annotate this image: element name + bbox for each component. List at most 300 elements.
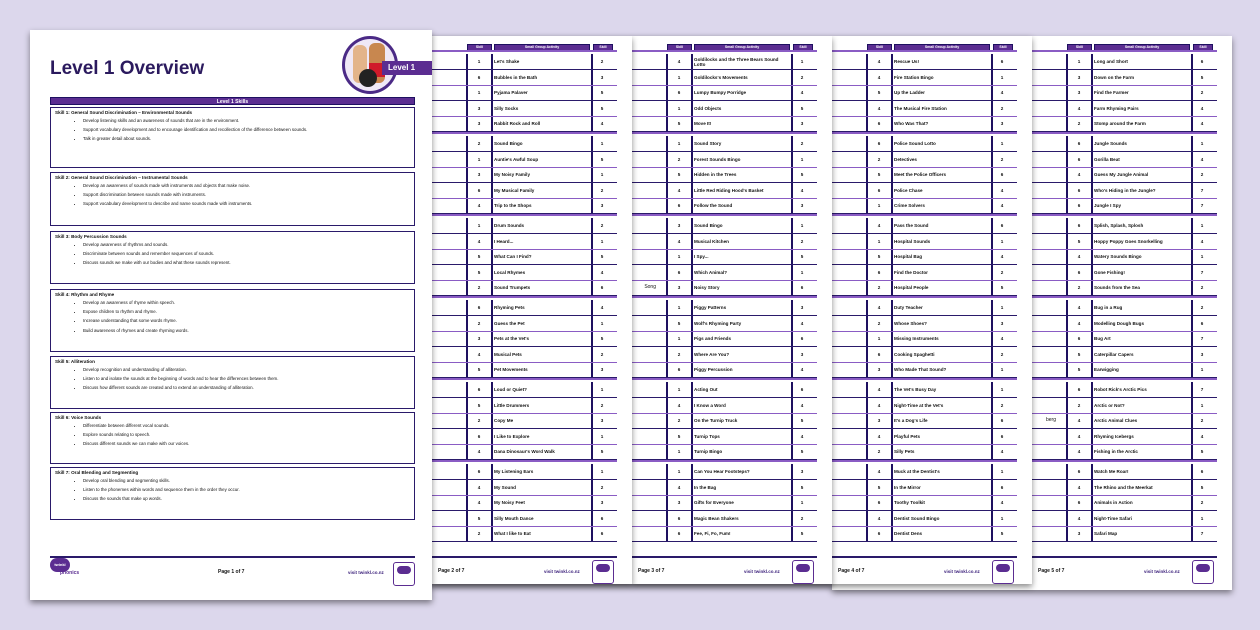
activity-cell: Gifts for Everyone: [694, 500, 734, 505]
skill-cell-2: 2: [1200, 305, 1204, 310]
header-skill: Skill: [1067, 44, 1092, 51]
skill-cell-2: 4: [800, 90, 804, 95]
skill-cell-2: 7: [1200, 387, 1204, 392]
skill-cell-2: 6: [1000, 418, 1004, 423]
skill-cell: 6: [677, 269, 681, 275]
skill-cell-2: 3: [600, 203, 604, 208]
activity-cell: Animals in Action: [1094, 500, 1133, 505]
skill-cell: 6: [877, 121, 881, 126]
skill-bullet: • Support vocabulary development to describe and name sounds made with instruments.: [83, 201, 410, 206]
website-link[interactable]: visit twinkl.co.nz: [544, 569, 580, 574]
skill-cell: 1: [477, 156, 481, 162]
activity-cell: Crime Solvers: [894, 203, 925, 208]
skill-cell-2: 4: [1000, 90, 1004, 95]
activity-cell: Goldilocks and the Three Bears Sound Lotto: [694, 56, 779, 67]
skill-cell-2: 2: [600, 187, 604, 193]
skill-cell: 6: [1077, 203, 1081, 208]
skill-cell-2: 7: [1200, 187, 1204, 193]
skill-cell: 6: [877, 500, 881, 505]
skill-cell: 5: [477, 269, 481, 275]
skill-cell: 6: [1077, 223, 1081, 228]
skill-cell-2: 2: [1000, 269, 1004, 275]
activity-cell: My Sound: [494, 484, 516, 490]
skill-cell-2: 3: [600, 418, 604, 423]
activity-cell: Pass the Sound: [894, 223, 929, 228]
skill-cell-2: 1: [1200, 223, 1204, 228]
skill-cell-2: 5: [600, 105, 604, 111]
skill-cell: 5: [877, 254, 881, 259]
activity-cell: Pet Movements: [494, 367, 528, 372]
skill-bullet: • Develop oral blending and segmenting skills.: [83, 478, 410, 483]
skill-bullet: • Develop recognition and understanding of alliteration.: [83, 367, 410, 372]
skill-cell-2: 3: [800, 121, 804, 126]
activity-cell: Caterpillar Capers: [1094, 351, 1134, 357]
skill-cell-2: 2: [600, 351, 604, 357]
skill-box: [50, 172, 415, 226]
activity-cell: Auntie's Awful Soup: [494, 156, 539, 162]
activity-cell: Local Rhymes: [494, 269, 526, 275]
skill-cell: 6: [677, 367, 681, 372]
activity-cell: My Listening Ears: [494, 469, 534, 474]
skill-cell-2: 5: [1200, 74, 1204, 80]
skill-cell-2: 5: [1000, 285, 1004, 290]
skill-cell: 2: [877, 449, 881, 454]
skill-cell: 2: [877, 320, 881, 326]
skill-cell: 5: [477, 254, 481, 259]
activity-cell: My Noisy Family: [494, 172, 530, 177]
skill-cell: 5: [877, 90, 881, 95]
activity-cell: Let's Shake: [494, 59, 520, 64]
skill-cell: 4: [1077, 305, 1081, 310]
header-small-group-activity: Small Group Activity: [1094, 44, 1190, 51]
skill-cell-2: 1: [1000, 387, 1004, 392]
skill-cell-2: 4: [1200, 121, 1204, 126]
skill-bullet: • Discriminate between sounds and remember sequences of sounds.: [83, 251, 410, 256]
activity-cell: Splish, Splash, Splosh: [1094, 223, 1144, 228]
skill-cell: 4: [1077, 320, 1081, 326]
skill-cell-2: 2: [1200, 285, 1204, 290]
skill-cell-2: 5: [1200, 484, 1204, 490]
skill-cell-2: 5: [800, 254, 804, 259]
skill-cell: 3: [677, 223, 681, 228]
skill-cell-2: 2: [1000, 351, 1004, 357]
website-link[interactable]: visit twinkl.co.nz: [944, 569, 980, 574]
skill-cell: 6: [477, 469, 481, 474]
skill-cell-2: 1: [800, 500, 804, 505]
skill-cell-2: 6: [600, 285, 604, 290]
overview-page: [30, 30, 432, 600]
skill-cell: 4: [877, 59, 881, 64]
skill-bullet: • Explore sounds relating to speech.: [83, 432, 410, 437]
activity-cell: Whose Shoes?: [894, 320, 927, 326]
activity-cell: Earwigging: [1094, 367, 1119, 372]
skill-cell: 2: [477, 531, 481, 536]
activity-cell: Loud or Quiet?: [494, 387, 527, 392]
skill-cell-2: 4: [1200, 156, 1204, 162]
skill-cell-2: 7: [1200, 336, 1204, 341]
activity-cell: In the Mirror: [894, 484, 921, 490]
skill-cell-2: 3: [1200, 351, 1204, 357]
activity-cell: Watery Sounds Bingo: [1094, 254, 1142, 259]
skill-cell: 4: [877, 469, 881, 474]
skill-cell: 4: [677, 238, 681, 244]
activity-cell: Cooking Spaghetti: [894, 351, 935, 357]
activity-cell: Safari Map: [1094, 531, 1118, 536]
skill-cell: 1: [477, 90, 481, 95]
skill-cell: 4: [1077, 433, 1081, 439]
activity-cell: Robot Rick's Arctic Pics: [1094, 387, 1147, 392]
activity-cell: Stomp around the Farm: [1094, 121, 1146, 126]
activity-cell: Down on the Farm: [1094, 74, 1135, 80]
page-number: Page 4 of 7: [838, 568, 865, 574]
page-number: Page 2 of 7: [438, 568, 465, 574]
activity-cell: Fishing in the Arctic: [1094, 449, 1138, 454]
activity-cell: Pets at the Vet's: [494, 336, 530, 341]
skill-bullet: • Build awareness of rhymes and create rhyming words.: [83, 328, 410, 333]
activity-cell: Turnip Bingo: [694, 449, 723, 454]
activity-cell: Bug in a Rug: [1094, 305, 1123, 310]
skill-cell-2: 2: [1200, 172, 1204, 177]
skill-cell: 1: [677, 469, 681, 474]
activity-cell: Modelling Dough Bugs: [1094, 320, 1145, 326]
activity-cell: I Heard...: [494, 238, 514, 244]
skill-cell-2: 1: [1000, 367, 1004, 372]
skill-cell-2: 1: [1000, 515, 1004, 521]
skill-cell-2: 6: [1200, 59, 1204, 64]
skill-cell-2: 3: [600, 500, 604, 505]
website-link[interactable]: visit twinkl.co.nz: [744, 569, 780, 574]
activity-cell: Silly Pets: [894, 449, 915, 454]
skill-cell: 6: [477, 433, 481, 439]
activity-cell: Playful Pets: [894, 433, 921, 439]
skill-cell: 3: [877, 418, 881, 423]
activity-cell: Missing Instruments: [894, 336, 939, 341]
skill-cell: 1: [877, 238, 881, 244]
activity-cell: Piggy Percussion: [694, 367, 733, 372]
skill-cell: 6: [677, 90, 681, 95]
skill-cell-2: 5: [800, 531, 804, 536]
website-link[interactable]: visit twinkl.co.nz: [348, 570, 384, 575]
skill-cell-2: 2: [800, 74, 804, 80]
activity-cell: Goldilocks's Movements: [694, 74, 748, 80]
page-title: Level 1 Overview: [50, 58, 205, 79]
skill-bullet: • Discuss the sounds that make up words.: [83, 496, 410, 501]
skill-cell: 2: [477, 141, 481, 146]
skill-cell-2: 4: [600, 121, 604, 126]
activity-cell: Silly Mouth Dance: [494, 515, 534, 521]
activity-cell: Who Was That?: [894, 121, 929, 126]
skill-cell-2: 6: [1200, 469, 1204, 474]
skill-cell-2: 2: [1200, 500, 1204, 505]
activity-cell: On the Turnip Truck: [694, 418, 738, 423]
activity-cell: Sound Bingo: [694, 223, 723, 228]
activity-cell: Rescue Us!: [894, 59, 920, 64]
skill-cell: 4: [477, 500, 481, 505]
header-small-group-activity: Small Group Activity: [894, 44, 990, 51]
skill-cell: 1: [877, 336, 881, 341]
page-number: Page 3 of 7: [638, 568, 665, 574]
header-skill: Skill: [867, 44, 892, 51]
activity-cell: I Know a Word: [694, 402, 726, 408]
activity-cell: Which Animal?: [694, 269, 728, 275]
skill-cell-2: 3: [1000, 320, 1004, 326]
skill-cell: 4: [1077, 105, 1081, 111]
skill-cell-2: 2: [600, 59, 604, 64]
skill-cell-2: 5: [800, 449, 804, 454]
activity-cell: It's a Dog's Life: [894, 418, 928, 423]
skill-cell: 6: [477, 74, 481, 80]
skill-cell-2: 7: [1200, 203, 1204, 208]
phonics-badge-icon: [792, 560, 814, 584]
skill-cell-2: 7: [1200, 531, 1204, 536]
header-skill-2: Skill: [793, 44, 813, 51]
activity-cell: Muck at the Dentist's: [894, 469, 940, 474]
skill-cell-2: 2: [600, 223, 604, 228]
activity-cell: Move It!: [694, 121, 712, 126]
skill-cell-2: 5: [800, 418, 804, 423]
phonics-badge-icon: [393, 562, 415, 586]
activity-cell: Pyjama Palaver: [494, 90, 528, 95]
activity-cell: Toothy Toolkit: [894, 500, 925, 505]
skill-cell: 6: [677, 203, 681, 208]
activity-cell: Who Made That Sound?: [894, 367, 947, 372]
skill-cell-2: 1: [800, 59, 804, 64]
activity-cell: Meet the Police Officers: [894, 172, 947, 177]
skill-cell: 4: [877, 515, 881, 521]
skill-cell: 5: [1077, 367, 1081, 372]
activity-cell: Watch Me Roar!: [1094, 469, 1129, 474]
skill-cell: 1: [1077, 59, 1081, 64]
activity-cell: I Like to Explore: [494, 433, 530, 439]
skill-cell-2: 2: [1200, 418, 1204, 423]
skill-cell: 4: [1077, 515, 1081, 521]
skill-cell: 2: [677, 351, 681, 357]
activity-cell: Dentist Sound Bingo: [894, 515, 940, 521]
skill-cell: 6: [1077, 387, 1081, 392]
skill-cell: 6: [1077, 336, 1081, 341]
activity-cell: Hospital Bag: [894, 254, 923, 259]
activity-cell: My Musical Family: [494, 187, 535, 193]
skill-cell: 2: [877, 285, 881, 290]
activity-cell: Long and Short: [1094, 59, 1128, 64]
activity-cell: Fee, Fi, Fo, Fum!: [694, 531, 731, 536]
activity-cell: Drum Sounds: [494, 223, 525, 228]
skill-cell-2: 5: [1200, 449, 1204, 454]
skill-cell-2: 1: [1200, 515, 1204, 521]
skill-cell: 6: [877, 531, 881, 536]
skill-cell-2: 3: [600, 367, 604, 372]
website-link[interactable]: visit twinkl.co.nz: [1144, 569, 1180, 574]
skill-bullet: • Support discrimination between sounds made with instruments.: [83, 192, 410, 197]
skill-cell-2: 2: [800, 141, 804, 146]
activity-cell: Find the Doctor: [894, 269, 928, 275]
skill-cell: 4: [1077, 418, 1081, 423]
skill-box: [50, 356, 415, 409]
skill-cell-2: 3: [800, 351, 804, 357]
skill-cell: 4: [1077, 449, 1081, 454]
level-tab: Level 1: [382, 61, 432, 75]
skill-heading: Skill 4: Rhythm and Rhyme: [55, 292, 115, 297]
skill-cell: 4: [877, 387, 881, 392]
skill-cell: 3: [477, 121, 481, 126]
skill-cell-2: 6: [1000, 172, 1004, 177]
skill-cell: 2: [477, 418, 481, 423]
page-number: Page 1 of 7: [218, 569, 245, 575]
skill-cell-2: 6: [600, 531, 604, 536]
skill-cell-2: 1: [1200, 141, 1204, 146]
skill-cell-2: 2: [1000, 105, 1004, 111]
skill-cell-2: 1: [1000, 305, 1004, 310]
activity-cell: Rhyming Pets: [494, 305, 525, 310]
skill-cell-2: 4: [800, 187, 804, 193]
skill-cell: 4: [877, 74, 881, 80]
activity-cell: Wolf's Rhyming Party: [694, 320, 742, 326]
skill-cell: 5: [877, 484, 881, 490]
skill-cell-2: 6: [1000, 59, 1004, 64]
skill-cell: 5: [677, 433, 681, 439]
skill-cell: 5: [477, 402, 481, 408]
activity-cell: Who's Hiding in the Jungle?: [1094, 187, 1156, 193]
skill-cell: 2: [477, 285, 481, 290]
skill-cell: 6: [1077, 156, 1081, 162]
skill-cell: 4: [677, 402, 681, 408]
skill-cell: 6: [877, 351, 881, 357]
skill-cell: 2: [1077, 402, 1081, 408]
page-number: Page 5 of 7: [1038, 568, 1065, 574]
activity-cell: Can You Hear Footsteps?: [694, 469, 750, 474]
skill-bullet: • Differentiate between different vocal sounds.: [83, 423, 410, 428]
activity-cell: Musical Pets: [494, 351, 522, 357]
skill-cell: 6: [877, 141, 881, 146]
skill-cell: 4: [477, 238, 481, 244]
activity-cell: Gorilla Beat: [1094, 156, 1120, 162]
skill-heading: Skill 6: Voice Sounds: [55, 415, 102, 420]
activity-cell: Sound Story: [694, 141, 722, 146]
skill-cell: 6: [477, 387, 481, 392]
activity-cell: I Spy...: [694, 254, 709, 259]
activity-cell: Rhyming Icebergs: [1094, 433, 1134, 439]
skill-cell: 1: [477, 223, 481, 228]
activity-cell: Sound Bingo: [494, 141, 523, 146]
skill-cell-2: 1: [600, 238, 604, 244]
skill-cell-2: 3: [800, 469, 804, 474]
skill-bullet: • Develop listening skills and an awareness of sounds that are in the environment.: [83, 118, 410, 123]
skill-bullet: • Increase understanding that some words rhyme.: [83, 318, 410, 323]
skill-cell: 4: [477, 449, 481, 454]
activity-cell: Gone Fishing!: [1094, 269, 1125, 275]
header-skill-2: Skill: [993, 44, 1013, 51]
skill-cell: 4: [677, 59, 681, 64]
activity-cell: Forest Sounds Bingo: [694, 156, 741, 162]
skill-bullet: • Develop awareness of rhythms and sounds.: [83, 242, 410, 247]
skill-cell-2: 2: [800, 238, 804, 244]
skill-bullet: • Expose children to rhythm and rhyme.: [83, 309, 410, 314]
activity-cell: Arctic or Not?: [1094, 402, 1125, 408]
skill-cell-2: 1: [600, 433, 604, 439]
activity-cell: Odd Objects: [694, 105, 722, 111]
skill-box: [50, 231, 415, 284]
skill-cell-2: 1: [1000, 141, 1004, 146]
skill-cell: 6: [1077, 269, 1081, 275]
skill-cell-2: 5: [800, 105, 804, 111]
skill-cell: 3: [1077, 90, 1081, 95]
skill-cell: 2: [1077, 285, 1081, 290]
skill-cell-2: 6: [1000, 433, 1004, 439]
skill-cell-2: 3: [800, 305, 804, 310]
activity-cell: Lumpy Bumpy Porridge: [694, 90, 747, 95]
skill-cell: 2: [477, 320, 481, 326]
skill-bullet: • Develop an awareness of sounds made with instruments and objects that make noise.: [83, 183, 410, 188]
skill-cell: 1: [677, 74, 681, 80]
skill-cell: 6: [1077, 141, 1081, 146]
activity-cell: Sounds from the Sea: [1094, 285, 1140, 290]
activity-cell: Jungle I Spy: [1094, 203, 1122, 208]
skill-cell-2: 1: [800, 223, 804, 228]
skill-cell: 6: [677, 531, 681, 536]
activity-cell: Arctic Animal Clues: [1094, 418, 1138, 423]
skill-cell: 6: [477, 187, 481, 193]
skill-cell-2: 6: [1000, 223, 1004, 228]
skill-cell-2: 3: [1000, 121, 1004, 126]
activity-cell: Duty Teacher: [894, 305, 923, 310]
activity-cell: Silly Socks: [494, 105, 519, 111]
skill-cell-2: 4: [1000, 336, 1004, 341]
activity-cell: Acting Out: [694, 387, 718, 392]
activity-cell: Little Red Riding Hood's Basket: [694, 187, 764, 193]
skill-box: [50, 107, 415, 168]
skill-bullet: • Discuss sounds we make with our bodies and what these sounds represent.: [83, 260, 410, 265]
skill-cell: 3: [1077, 531, 1081, 536]
skill-cell: 1: [877, 203, 881, 208]
skill-cell-2: 6: [800, 387, 804, 392]
skill-cell-2: 1: [1200, 254, 1204, 259]
header-small-group-activity: Small Group Activity: [694, 44, 790, 51]
activity-cell: Magic Bean Shakers: [694, 515, 739, 521]
whole-class-activity-fragment: Song: [644, 284, 656, 290]
skill-cell-2: 4: [1200, 238, 1204, 244]
skill-cell-2: 4: [800, 320, 804, 326]
skill-cell-2: 4: [1000, 203, 1004, 208]
skill-cell: 6: [877, 187, 881, 193]
skill-cell-2: 4: [600, 269, 604, 275]
activity-cell: Hoppy Poppy Goes Snorkelling: [1094, 238, 1163, 244]
skill-cell: 6: [677, 515, 681, 521]
activity-cell: Jungle Sounds: [1094, 141, 1127, 146]
activity-cell: Musical Kitchen: [694, 238, 729, 244]
activity-cell: Fire Station Bingo: [894, 74, 934, 80]
activity-cell: Where Are You?: [694, 351, 730, 357]
header-skill-2: Skill: [1193, 44, 1213, 51]
activity-cell: Turnip Tops: [694, 433, 720, 439]
skill-cell-2: 6: [800, 285, 804, 290]
skill-cell: 5: [677, 320, 681, 326]
skill-cell: 3: [477, 172, 481, 177]
skill-cell-2: 5: [600, 254, 604, 259]
activity-cell: Trip to the Shops: [494, 203, 532, 208]
skill-cell: 4: [477, 351, 481, 357]
skill-cell-2: 4: [1000, 500, 1004, 505]
skill-cell: 2: [677, 418, 681, 423]
skill-cell: 4: [1077, 254, 1081, 259]
skill-cell-2: 1: [1200, 402, 1204, 408]
skill-cell-2: 4: [800, 402, 804, 408]
skill-cell: 5: [677, 172, 681, 177]
skill-cell: 4: [1077, 172, 1081, 177]
skill-cell: 5: [677, 121, 681, 126]
skill-cell-2: 5: [800, 484, 804, 490]
activity-cell: Little Drummers: [494, 402, 530, 408]
activity-cell: Bubbles in the Bath: [494, 74, 538, 80]
